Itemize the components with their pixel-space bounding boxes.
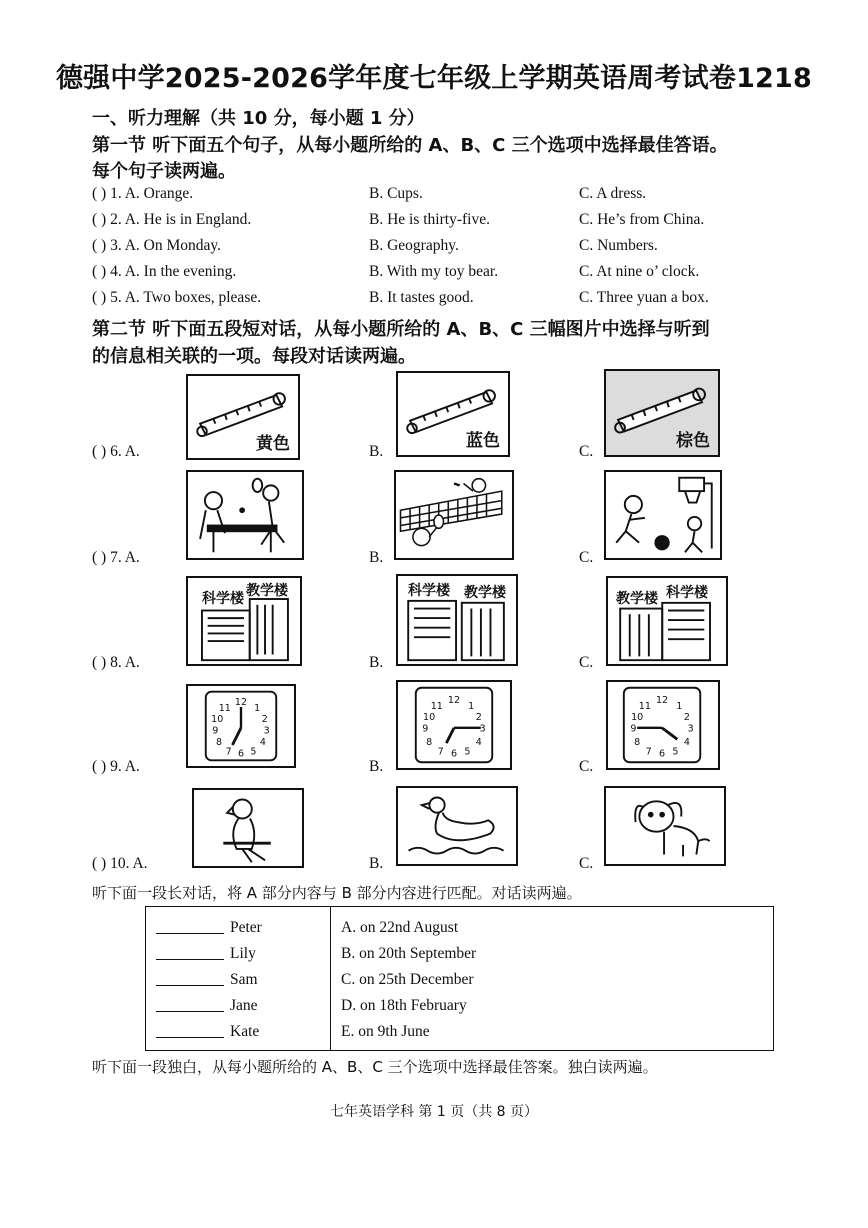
section2-heading-line1: 第二节 听下面五段短对话，从每小题所给的 A、B、C 三幅图片中选择与听到 bbox=[92, 319, 710, 340]
section4-instruction: 听下面一段独白，从每小题所给的 A、B、C 三个选项中选择最佳答案。独白读两遍。 bbox=[92, 1058, 658, 1076]
svg-text:6: 6 bbox=[450, 748, 458, 760]
matching-name-row bbox=[156, 993, 320, 1019]
q10-picture-b-duck bbox=[396, 786, 518, 866]
answer-blank[interactable] bbox=[156, 995, 224, 1012]
q6-c-label: C. bbox=[579, 443, 594, 460]
svg-text:4: 4 bbox=[683, 737, 690, 749]
svg-text:12: 12 bbox=[234, 697, 248, 709]
svg-text:9: 9 bbox=[630, 723, 637, 735]
table-tennis-icon bbox=[200, 479, 284, 553]
q3-option-c: C. Numbers. bbox=[579, 237, 658, 254]
q8-b-left-building-label: 科学楼 bbox=[408, 583, 450, 599]
building-icon bbox=[620, 603, 710, 660]
q4-option-c: C. At nine o’ clock. bbox=[579, 263, 700, 280]
svg-text:1: 1 bbox=[468, 700, 475, 712]
q6-picture-c-ruler bbox=[604, 369, 720, 457]
svg-text:3: 3 bbox=[479, 723, 486, 735]
svg-text:7: 7 bbox=[225, 746, 232, 758]
q5-option-b: B. It tastes good. bbox=[369, 289, 474, 306]
name-sam: Sam bbox=[230, 971, 258, 988]
q8-a-left-building-label: 科学楼 bbox=[202, 591, 244, 607]
dog-icon bbox=[635, 801, 709, 856]
q10-c-label: C. bbox=[579, 855, 594, 872]
q10-picture-c-dog bbox=[604, 786, 726, 866]
svg-text:8: 8 bbox=[634, 737, 641, 749]
q8-picture-b-buildings bbox=[396, 574, 518, 666]
q6-b-color-tag: 蓝色 bbox=[466, 431, 500, 451]
q7-picture-a-table-tennis bbox=[186, 470, 304, 560]
svg-text:8: 8 bbox=[216, 737, 223, 749]
svg-text:12: 12 bbox=[447, 695, 461, 707]
clock-icon bbox=[206, 692, 276, 761]
name-kate: Kate bbox=[230, 1023, 260, 1040]
parrot-icon bbox=[223, 800, 270, 863]
q8-c-right-building-label: 科学楼 bbox=[666, 585, 708, 601]
q6-c-color-tag: 棕色 bbox=[676, 431, 710, 451]
q1-stem: ( ) 1. A. Orange. bbox=[92, 185, 194, 202]
q10-picture-a-parrot bbox=[192, 788, 304, 868]
part1-heading: 一、听力理解（共 10 分，每小题 1 分） bbox=[92, 108, 425, 129]
svg-text:8: 8 bbox=[426, 737, 433, 749]
date-option-c: C. on 25th December bbox=[341, 971, 474, 988]
svg-text:5: 5 bbox=[250, 746, 257, 758]
duck-icon bbox=[409, 798, 504, 854]
name-jane: Jane bbox=[230, 997, 258, 1014]
svg-text:5: 5 bbox=[672, 746, 679, 758]
svg-text:4: 4 bbox=[259, 737, 266, 749]
q6-label: ( ) 6. A. bbox=[92, 443, 140, 460]
q7-picture-b-badminton bbox=[394, 470, 514, 560]
svg-text:7: 7 bbox=[437, 746, 444, 758]
svg-text:11: 11 bbox=[638, 700, 651, 712]
q7-b-label: B. bbox=[369, 549, 384, 566]
svg-text:7: 7 bbox=[645, 746, 652, 758]
q8-picture-c-buildings bbox=[606, 576, 728, 666]
q9-picture-a-clock bbox=[186, 684, 296, 768]
matching-name-row bbox=[156, 941, 320, 967]
matching-part-b bbox=[331, 907, 774, 1051]
q8-label: ( ) 8. A. bbox=[92, 654, 140, 671]
answer-blank[interactable] bbox=[156, 1021, 224, 1038]
page-footer: 七年英语学科 第 1 页（共 8 页） bbox=[329, 1104, 539, 1120]
q9-b-label: B. bbox=[369, 758, 384, 775]
q8-c-label: C. bbox=[579, 654, 594, 671]
matching-name-row bbox=[156, 967, 320, 993]
clock-icon bbox=[624, 688, 700, 763]
svg-text:1: 1 bbox=[254, 702, 261, 714]
q5-stem: ( ) 5. A. Two boxes, please. bbox=[92, 289, 262, 306]
clock-icon bbox=[416, 688, 492, 763]
svg-text:10: 10 bbox=[631, 712, 644, 724]
svg-text:11: 11 bbox=[430, 700, 443, 712]
q7-label: ( ) 7. A. bbox=[92, 549, 140, 566]
q10-label: ( ) 10. A. bbox=[92, 855, 148, 872]
answer-blank[interactable] bbox=[156, 943, 224, 960]
matching-table bbox=[145, 906, 774, 1051]
name-peter: Peter bbox=[230, 919, 262, 936]
section1-heading-line1: 第一节 听下面五个句子，从每小题所给的 A、B、C 三个选项中选择最佳答语。 bbox=[92, 135, 728, 156]
q8-b-label: B. bbox=[369, 654, 384, 671]
svg-text:2: 2 bbox=[683, 712, 690, 724]
svg-text:3: 3 bbox=[263, 725, 270, 737]
answer-blank[interactable] bbox=[156, 969, 224, 986]
badminton-icon bbox=[400, 479, 501, 546]
q1-option-c: C. A dress. bbox=[579, 185, 647, 202]
svg-text:4: 4 bbox=[475, 737, 482, 749]
q9-c-label: C. bbox=[579, 758, 594, 775]
q6-picture-a-ruler bbox=[186, 374, 300, 460]
matching-name-row bbox=[156, 1019, 320, 1045]
q2-option-b: B. He is thirty-five. bbox=[369, 211, 490, 228]
q6-picture-b-ruler bbox=[396, 371, 510, 457]
svg-text:12: 12 bbox=[655, 695, 669, 707]
q8-a-right-building-label: 教学楼 bbox=[246, 583, 288, 599]
q4-option-b: B. With my toy bear. bbox=[369, 263, 499, 280]
section2-heading-line2: 的信息相关联的一项。每段对话读两遍。 bbox=[92, 346, 416, 367]
building-icon bbox=[408, 601, 504, 660]
matching-name-row bbox=[156, 915, 320, 941]
q2-stem: ( ) 2. A. He is in England. bbox=[92, 211, 252, 228]
date-option-e: E. on 9th June bbox=[341, 1023, 430, 1040]
q9-picture-c-clock bbox=[606, 680, 720, 770]
q5-option-c: C. Three yuan a box. bbox=[579, 289, 709, 306]
q3-option-b: B. Geography. bbox=[369, 237, 459, 254]
q8-c-left-building-label: 教学楼 bbox=[616, 591, 658, 607]
q7-picture-c-basketball bbox=[604, 470, 722, 560]
svg-text:9: 9 bbox=[212, 725, 219, 737]
q8-picture-a-buildings bbox=[186, 576, 302, 666]
q6-b-label: B. bbox=[369, 443, 384, 460]
q3-stem: ( ) 3. A. On Monday. bbox=[92, 237, 222, 254]
svg-text:1: 1 bbox=[676, 700, 683, 712]
svg-text:6: 6 bbox=[237, 748, 245, 760]
svg-text:5: 5 bbox=[464, 746, 471, 758]
q6-a-color-tag: 黄色 bbox=[256, 434, 290, 454]
date-option-b: B. on 20th September bbox=[341, 945, 477, 962]
q8-b-right-building-label: 教学楼 bbox=[464, 585, 506, 601]
building-icon bbox=[202, 599, 288, 660]
date-option-a: A. on 22nd August bbox=[341, 919, 459, 936]
q9-picture-b-clock bbox=[396, 680, 512, 770]
svg-text:10: 10 bbox=[211, 714, 224, 726]
q7-c-label: C. bbox=[579, 549, 594, 566]
svg-text:3: 3 bbox=[687, 723, 694, 735]
section3-instruction: 听下面一段长对话，将 A 部分内容与 B 部分内容进行匹配。对话读两遍。 bbox=[92, 884, 582, 902]
svg-text:10: 10 bbox=[423, 712, 436, 724]
exam-title: 德强中学2025-2026学年度七年级上学期英语周考试卷1218 bbox=[55, 63, 813, 94]
answer-blank[interactable] bbox=[156, 917, 224, 934]
svg-text:9: 9 bbox=[422, 723, 429, 735]
q9-label: ( ) 9. A. bbox=[92, 758, 140, 775]
svg-text:2: 2 bbox=[261, 714, 268, 726]
date-option-d: D. on 18th February bbox=[341, 997, 467, 1014]
q2-option-c: C. He’s from China. bbox=[579, 211, 705, 228]
svg-text:11: 11 bbox=[218, 702, 231, 714]
svg-text:2: 2 bbox=[475, 712, 482, 724]
matching-part-a bbox=[146, 907, 331, 1051]
section1-heading-line2: 每个句子读两遍。 bbox=[92, 161, 236, 182]
name-lily: Lily bbox=[230, 945, 256, 962]
svg-text:6: 6 bbox=[659, 748, 666, 760]
basketball-icon bbox=[616, 478, 712, 553]
q10-b-label: B. bbox=[369, 855, 384, 872]
q4-stem: ( ) 4. A. In the evening. bbox=[92, 263, 237, 280]
q1-option-b: B. Cups. bbox=[369, 185, 423, 202]
